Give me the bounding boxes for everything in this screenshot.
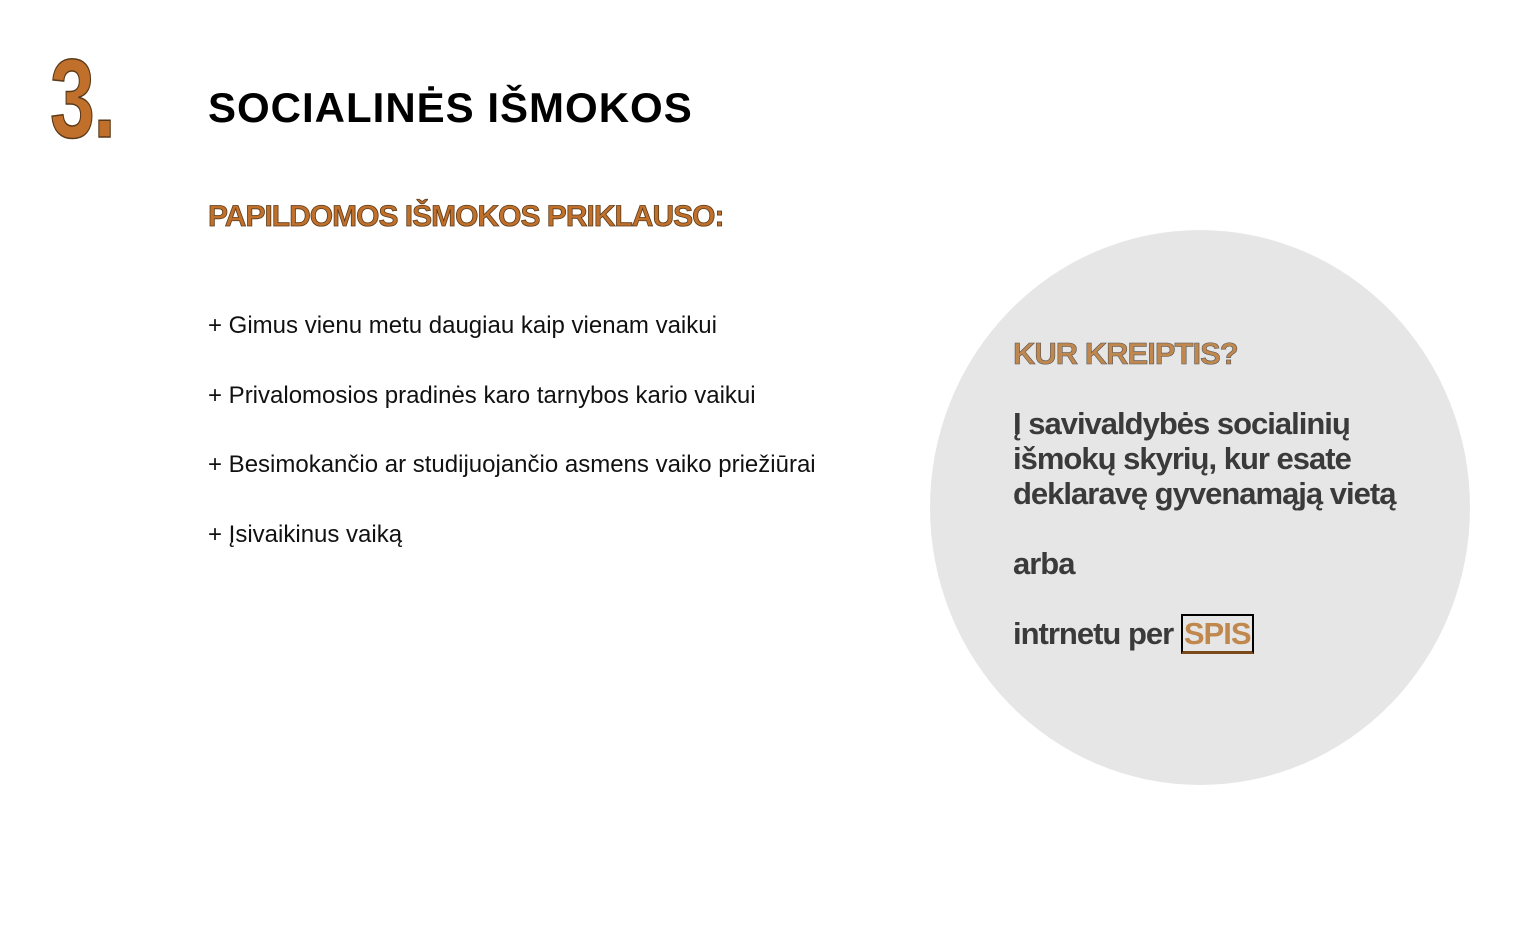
list-item: + Privalomosios pradinės karo tarnybos kario vaikui <box>208 381 756 409</box>
subtitle: PAPILDOMOS IŠMOKOS PRIKLAUSO: <box>208 200 724 233</box>
spis-link[interactable]: SPIS <box>1181 614 1254 654</box>
list-item: + Gimus vienu metu daugiau kaip vienam vaikui <box>208 312 717 339</box>
info-line: išmokų skyrių, kur esate <box>1013 441 1351 476</box>
benefit-list <box>208 312 816 590</box>
info-line: deklaravę gyvenamąją vietą <box>1013 476 1396 511</box>
info-or: arba <box>1013 546 1075 581</box>
info-online: intrnetu per <box>1013 616 1174 651</box>
section-number: 3. <box>50 36 115 161</box>
page-title: SOCIALINĖS IŠMOKOS <box>208 84 693 131</box>
info-line: Į savivaldybės socialinių <box>1013 406 1350 441</box>
list-item: + Besimokančio ar studijuojančio asmens vaiko priežiūrai <box>208 451 816 478</box>
info-box <box>1013 336 1395 651</box>
list-item: + Įsivaikinus vaiką <box>208 520 403 548</box>
info-heading: KUR KREIPTIS? <box>1013 336 1238 371</box>
